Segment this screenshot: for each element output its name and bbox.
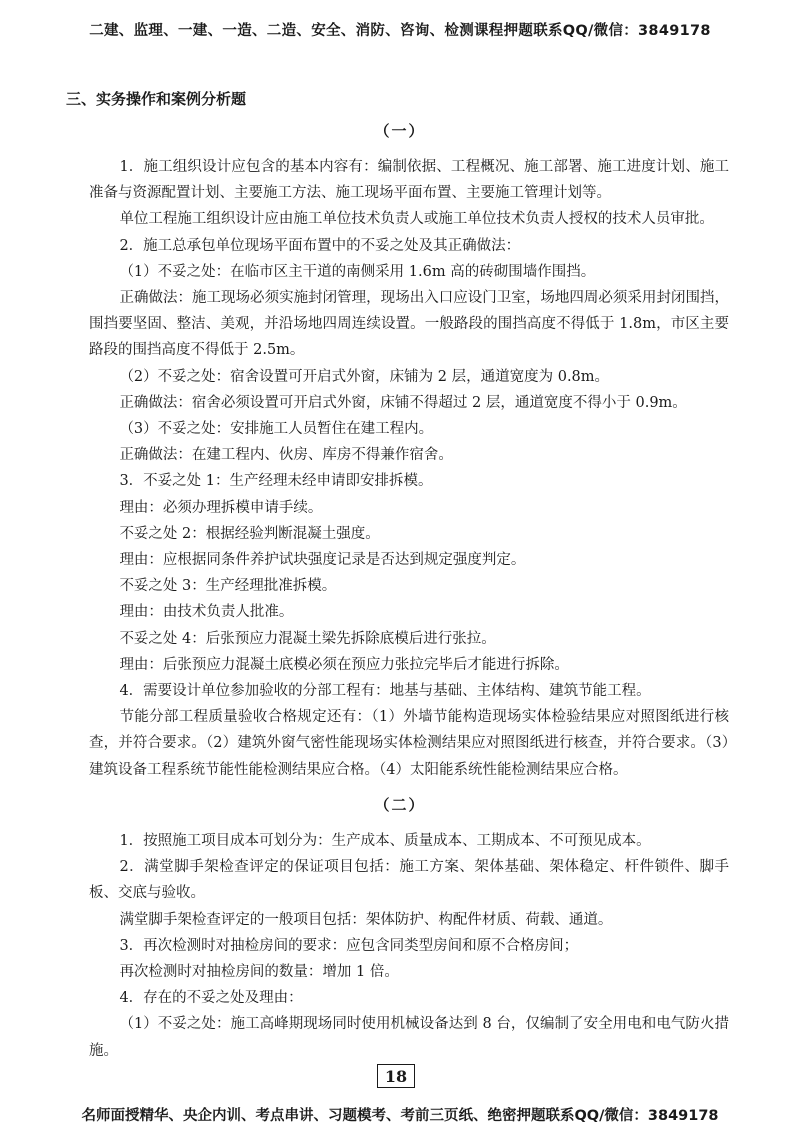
header-banner: 二建、监理、一建、一造、二造、安全、消防、咨询、检测课程押题联系QQ/微信：3849178 [89,23,711,39]
paragraph: 1．按照施工项目成本可划分为：生产成本、质量成本、工期成本、不可预见成本。 [119,833,651,849]
footer-banner: 名师面授精华、央企内训、考点串讲、习题模考、考前三页纸、绝密押题联系QQ/微信：3849178 [81,1108,719,1124]
part-two-heading: （二） [374,796,426,814]
paragraph: 理由：应根据同条件养护试块强度记录是否达到规定强度判定。 [119,552,526,569]
paragraph: 2．施工总承包单位现场平面布置中的不妥之处及其正确做法： [119,237,521,254]
paragraph: 4．需要设计单位参加验收的分部工程有：地基与基础、主体结构、建筑节能工程。 [119,683,651,700]
paragraph: 理由：必须办理拆模申请手续。 [119,499,323,516]
paragraph: 再次检测时对抽检房间的数量：增加 1 倍。 [119,964,399,981]
paragraph: 不妥之处 4：后张预应力混凝土梁先拆除底模后进行张拉。 [119,630,496,647]
part-two-body [89,828,729,1064]
paragraph: 正确做法：施工现场必须实施封闭管理，现场出入口应设门卫室，场地四周必须采用封闭围挡，围挡要坚固、整洁、美观，并沿场地四周连续设置。一般路段的围挡高度不得低于 1.8m，市区主要路段的围挡高度不得低于 2.5m。 [89,290,729,359]
paragraph: （3）不妥之处：安排施工人员暂住在建工程内。 [119,421,434,438]
part-one-body [89,154,729,783]
paragraph: 4．存在的不妥之处及理由： [119,990,303,1007]
paragraph: 3．再次检测时对抽检房间的要求：应包含同类型房间和原不合格房间； [119,937,579,954]
paragraph: 满堂脚手架检查评定的一般项目包括：架体防护、构配件材质、荷载、通道。 [119,911,613,928]
page-number: 18 [377,1064,415,1088]
paragraph: 1．施工组织设计应包含的基本内容有：编制依据、工程概况、施工部署、施工进度计划、施工准备与资源配置计划、主要施工方法、施工现场平面布置、主要施工管理计划等。 [89,159,729,202]
paragraph: （2）不妥之处：宿舍设置可开启式外窗，床铺为 2 层，通道宽度为 0.8m。 [119,368,610,385]
paragraph: （1）不妥之处：施工高峰期现场同时使用机械设备达到 8 台，仅编制了安全用电和电气防火措施。 [89,1016,729,1059]
paragraph: 不妥之处 3：生产经理批准拆模。 [119,578,337,595]
paragraph: （1）不妥之处：在临市区主干道的南侧采用 1.6m 高的砖砌围墙作围挡。 [119,263,596,280]
paragraph: 不妥之处 2：根据经验判断混凝土强度。 [119,525,380,542]
paragraph: 理由：后张预应力混凝土底模必须在预应力张拉完毕后才能进行拆除。 [119,656,569,673]
paragraph: 正确做法：宿舍必须设置可开启式外窗，床铺不得超过 2 层，通道宽度不得小于 0.9m。 [119,394,687,411]
paragraph: 2．满堂脚手架检查评定的保证项目包括：施工方案、架体基础、架体稳定、杆件锁件、脚手板、交底与验收。 [89,859,729,902]
paragraph: 正确做法：在建工程内、伙房、库房不得兼作宿舍。 [119,447,453,464]
part-one-heading: （一） [374,122,426,140]
paragraph: 理由：由技术负责人批准。 [119,604,294,621]
paragraph: 3．不妥之处 1：生产经理未经申请即安排拆模。 [119,473,433,490]
section-title: 三、实务操作和案例分析题 [66,90,247,108]
paragraph: 单位工程施工组织设计应由施工单位技术负责人或施工单位技术负责人授权的技术人员审批。 [119,211,714,228]
paragraph: 节能分部工程质量验收合格规定还有：（1）外墙节能构造现场实体检验结果应对照图纸进行核查，并符合要求。（2）建筑外窗气密性能现场实体检测结果应对照图纸进行核查，并符合要求。（3）建筑设备工程系统节能性能检测结果应合格。（4）太阳能系统性能检测结果应合格。 [89,709,729,778]
